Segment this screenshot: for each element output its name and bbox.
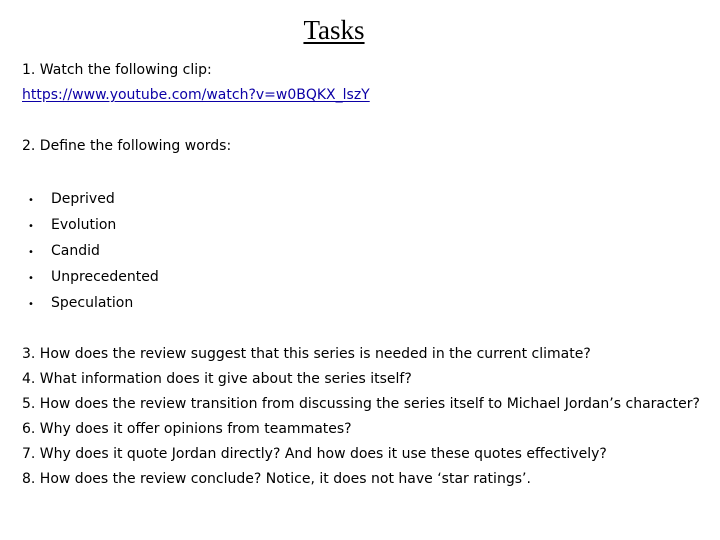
question-item: 6. Why does it offer opinions from teammates?: [22, 421, 352, 437]
list-item: [22, 238, 702, 264]
video-link[interactable]: https://www.youtube.com/watch?v=w0BQKX_lszY: [22, 87, 370, 103]
task-1-label: 1. Watch the following clip:: [22, 62, 212, 78]
bullet-icon: •: [28, 195, 34, 206]
bullet-icon: •: [28, 221, 34, 232]
page-title: Tasks: [303, 15, 365, 45]
question-item: 3. How does the review suggest that this series is needed in the current climate?: [22, 346, 591, 362]
bullet-icon: •: [28, 273, 34, 284]
question-item: 5. How does the review transition from discussing the series itself to Michael Jordan’s character?: [22, 396, 700, 412]
bullet-icon: •: [28, 247, 34, 258]
bullet-icon: •: [28, 299, 34, 310]
list-item: [22, 264, 702, 290]
question-item: 7. Why does it quote Jordan directly? And how does it use these quotes effectively?: [22, 446, 607, 462]
question-list: [22, 342, 702, 492]
word: Evolution: [51, 217, 117, 233]
word: Candid: [51, 243, 100, 259]
task-2-label: 2. Define the following words:: [22, 138, 232, 154]
list-item: [22, 290, 702, 316]
word: Speculation: [51, 295, 134, 311]
task-body: [22, 58, 702, 492]
question-item: 4. What information does it give about the series itself?: [22, 371, 412, 387]
word: Deprived: [51, 191, 115, 207]
list-item: [22, 212, 702, 238]
question-item: 8. How does the review conclude? Notice, it does not have ‘star ratings’.: [22, 471, 531, 487]
list-item: [22, 186, 702, 212]
word: Unprecedented: [51, 269, 159, 285]
word-list: [22, 186, 702, 316]
